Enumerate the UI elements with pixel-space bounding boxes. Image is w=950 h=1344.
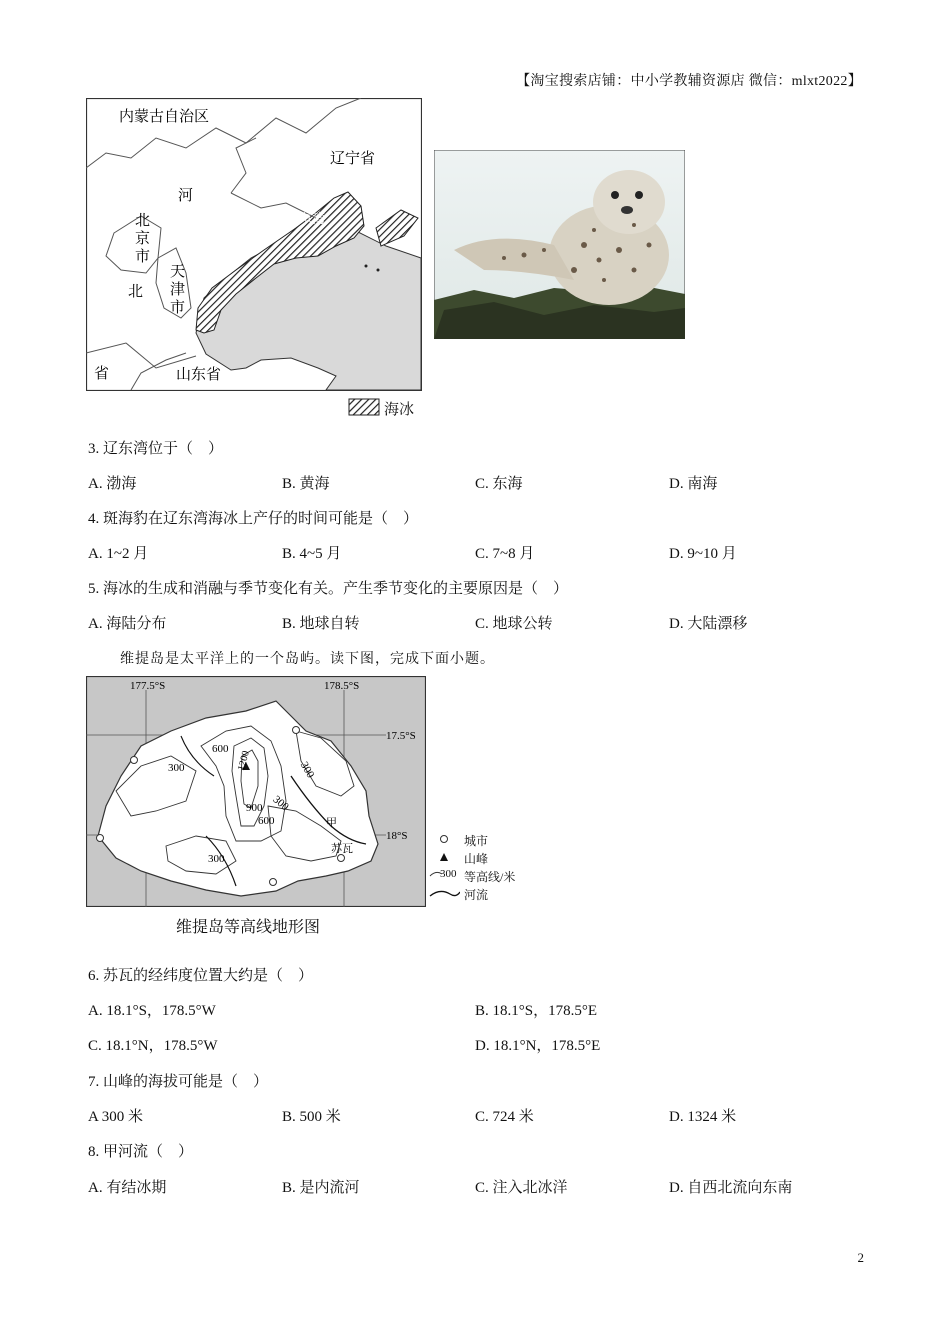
q6-option-d[interactable]: D. 18.1°N，178.5°E [475, 1038, 601, 1054]
q8-option-a[interactable]: A. 有结冰期 [88, 1180, 167, 1196]
question-4: 4. 斑海豹在辽东湾海冰上产仔的时间可能是（ ） [88, 511, 419, 527]
map2-legend-symbols [428, 830, 460, 902]
label-neimenggu: 内蒙古自治区 [119, 109, 210, 125]
q5-option-c[interactable]: C. 地球公转 [475, 616, 553, 632]
sea-ice-legend-label: 海冰 [384, 402, 415, 418]
legend-river: 河流 [464, 888, 489, 902]
q8-option-d[interactable]: D. 自西北流向东南 [669, 1180, 793, 1196]
label-beijing-1: 北 [135, 213, 151, 229]
q7-option-c[interactable]: C. 724 米 [475, 1109, 534, 1125]
label-shandong: 山东省 [176, 367, 222, 383]
label-tianjin-3: 市 [170, 300, 186, 316]
question-8: 8. 甲河流（ ） [88, 1144, 194, 1160]
label-tianjin-2: 津 [170, 282, 186, 298]
label-sheng: 省 [94, 366, 110, 382]
q6-option-a[interactable]: A. 18.1°S，178.5°W [88, 1003, 216, 1019]
map2-legend [464, 832, 515, 904]
page-header: 【淘宝搜索店铺：中小学教辅资源店 微信：mlxt2022】 [516, 74, 862, 89]
lat-label-2: 18°S [386, 830, 408, 842]
q3-option-d[interactable]: D. 南海 [669, 476, 718, 492]
q8-option-b[interactable]: B. 是内流河 [282, 1180, 360, 1196]
lon-label-2: 178.5°S [324, 680, 360, 692]
q5-option-a[interactable]: A. 海陆分布 [88, 616, 167, 632]
contour-label-6: 300 [270, 793, 291, 814]
question-6: 6. 苏瓦的经纬度位置大约是（ ） [88, 968, 314, 984]
seal-photo [434, 150, 685, 339]
lon-label-1: 177.5°S [130, 680, 166, 692]
city-label-suwa: 苏瓦 [331, 843, 353, 855]
contour-label-3: 1200 [236, 749, 252, 772]
q3-option-c[interactable]: C. 东海 [475, 476, 523, 492]
label-liaoning: 辽宁省 [330, 151, 376, 167]
river-label-jia: 甲 [326, 817, 337, 829]
q3-option-b[interactable]: B. 黄海 [282, 476, 330, 492]
q8-option-c[interactable]: C. 注入北冰洋 [475, 1180, 568, 1196]
q6-option-b[interactable]: B. 18.1°S，178.5°E [475, 1003, 598, 1019]
legend-contour-value: 300 [440, 868, 457, 880]
q3-option-a[interactable]: A. 渤海 [88, 476, 137, 492]
passage-intro: 维提岛是太平洋上的一个岛屿。读下图，完成下面小题。 [120, 652, 495, 667]
q4-option-c[interactable]: C. 7~8 月 [475, 546, 535, 562]
label-bei: 北 [128, 284, 144, 300]
q4-option-d[interactable]: D. 9~10 月 [669, 546, 737, 562]
liaodong-bay-map [86, 98, 422, 391]
label-he: 河 [178, 188, 194, 204]
q4-option-b[interactable]: B. 4~5 月 [282, 546, 342, 562]
question-3: 3. 辽东湾位于（ ） [88, 441, 224, 457]
contour-label-7: 600 [258, 815, 275, 827]
contour-label-1: 300 [168, 762, 185, 774]
contour-label-5: 900 [246, 802, 263, 814]
label-beijing-2: 京 [135, 231, 151, 247]
q4-option-a[interactable]: A. 1~2 月 [88, 546, 149, 562]
q5-option-d[interactable]: D. 大陆漂移 [669, 616, 748, 632]
contour-label-8: 300 [208, 853, 225, 865]
q6-option-c[interactable]: C. 18.1°N，178.5°W [88, 1038, 218, 1054]
legend-peak: 山峰 [464, 852, 489, 866]
q7-option-a[interactable]: A 300 米 [88, 1109, 144, 1125]
viti-levu-contour-map [86, 676, 426, 907]
q5-option-b[interactable]: B. 地球自转 [282, 616, 360, 632]
sea-ice-legend-swatch [348, 398, 380, 416]
label-beijing-3: 市 [135, 249, 151, 265]
contour-label-2: 600 [212, 743, 229, 755]
legend-city: 城市 [464, 834, 489, 848]
question-5: 5. 海冰的生成和消融与季节变化有关。产生季节变化的主要原因是（ ） [88, 581, 569, 597]
question-7: 7. 山峰的海拔可能是（ ） [88, 1074, 269, 1090]
map2-caption: 维提岛等高线地形图 [176, 919, 321, 936]
q7-option-d[interactable]: D. 1324 米 [669, 1109, 737, 1125]
label-liaodongwan: 辽东湾 [286, 211, 326, 226]
lat-label-1: 17.5°S [386, 730, 416, 742]
contour-label-4: 300 [297, 759, 317, 781]
page-number: 2 [857, 1250, 864, 1265]
legend-contour: 等高线/米 [464, 870, 516, 884]
q7-option-b[interactable]: B. 500 米 [282, 1109, 341, 1125]
label-tianjin-1: 天 [170, 264, 186, 280]
